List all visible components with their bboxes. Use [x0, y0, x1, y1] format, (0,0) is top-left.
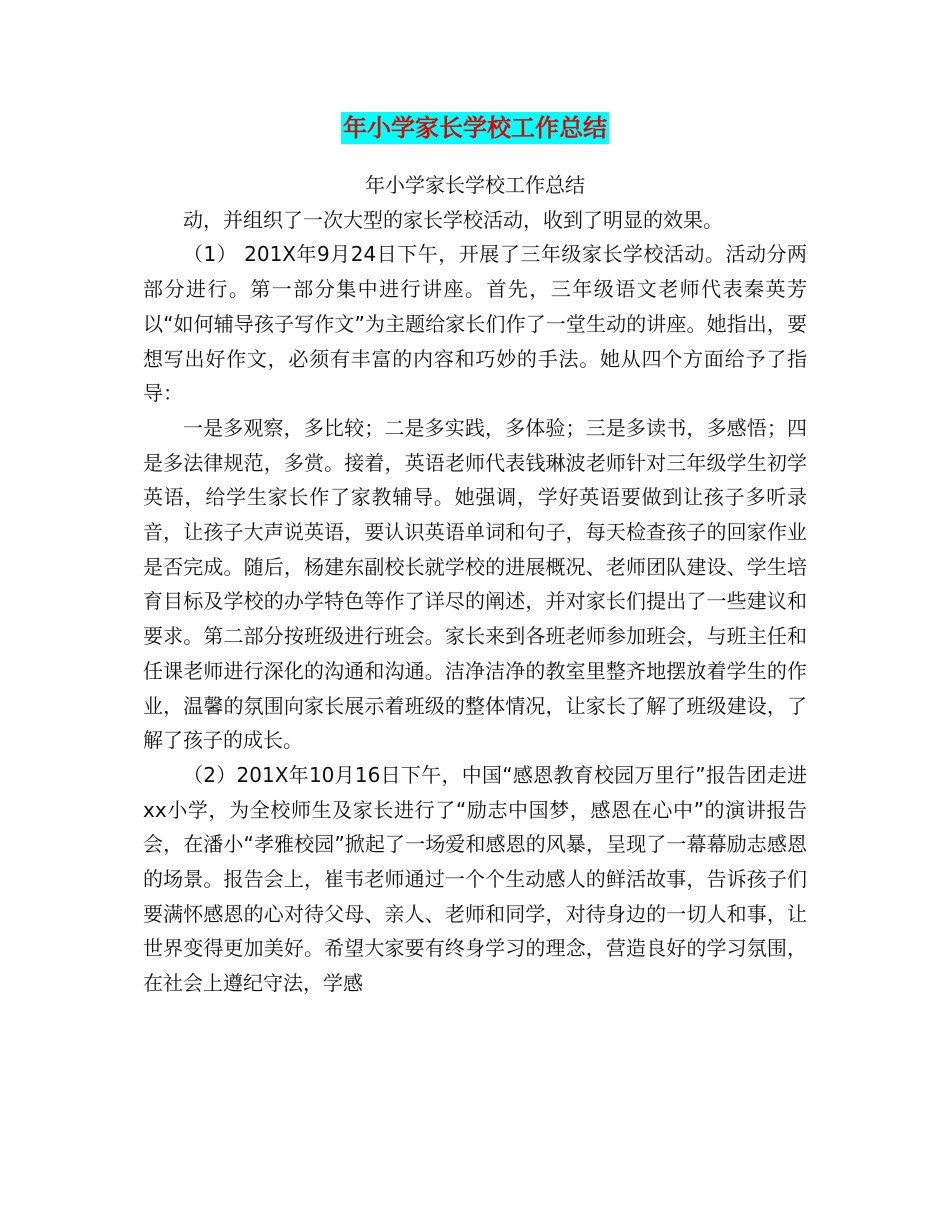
paragraph: （1） 201X年9月24日下午，开展了三年级家长学校活动。活动分两部分进行。第一部分集中进行讲座。首先，三年级语文老师代表秦英芳以“如何辅导孩子写作文”为主题给家长们作了一堂生动的讲座。她指出，要想写出好作文，必须有丰富的内容和巧妙的手法。她从四个方面给予了指导： [143, 242, 807, 406]
paragraph: （2）201X年10月16日下午，中国“感恩教育校园万里行”报告团走进xx小学，为全校师生及家长进行了“励志中国梦，感恩在心中”的演讲报告会，在潘小“孝雅校园”掀起了一场爱和感恩的风暴，呈现了一幕幕励志感恩的场景。报告会上，崔韦老师通过一个个生动感人的鲜活故事，告诉孩子们要满怀感恩的心对待父母、亲人、老师和同学，对待身边的一切人和事，让世界变得更加美好。希望大家要有终身学习的理念，营造良好的学习氛围，在社会上遵纪守法，学感 [143, 762, 807, 996]
paragraph: 动，并组织了一次大型的家长学校活动，收到了明显的效果。 [183, 207, 723, 232]
document-subtitle: 年小学家长学校工作总结 [365, 173, 585, 197]
paragraph: 一是多观察，多比较；二是多实践，多体验；三是多读书，多感悟；四是多法律规范，多赏。接着，英语老师代表钱琳波老师针对三年级学生初学英语，给学生家长作了家教辅导。她强调，学好英语要做到让孩子多听录音，让孩子大声说英语，要认识英语单词和句子，每天检查孩子的回家作业是否完成。随后，杨建东副校长就学校的进展概况、老师团队建设、学生培育目标及学校的办学特色等作了详尽的阐述，并对家长们提出了一些建议和要求。第二部分按班级进行班会。家长来到各班老师参加班会，与班主任和任课老师进行深化的沟通和沟通。洁净洁净的教室里整齐地摆放着学生的作业，温馨的氛围向家长展示着班级的整体情况，让家长了解了班级建设，了解了孩子的成长。 [143, 415, 807, 753]
document-title: 年小学家长学校工作总结 [343, 113, 607, 142]
document-body [143, 168, 807, 1001]
title-container [0, 112, 950, 144]
